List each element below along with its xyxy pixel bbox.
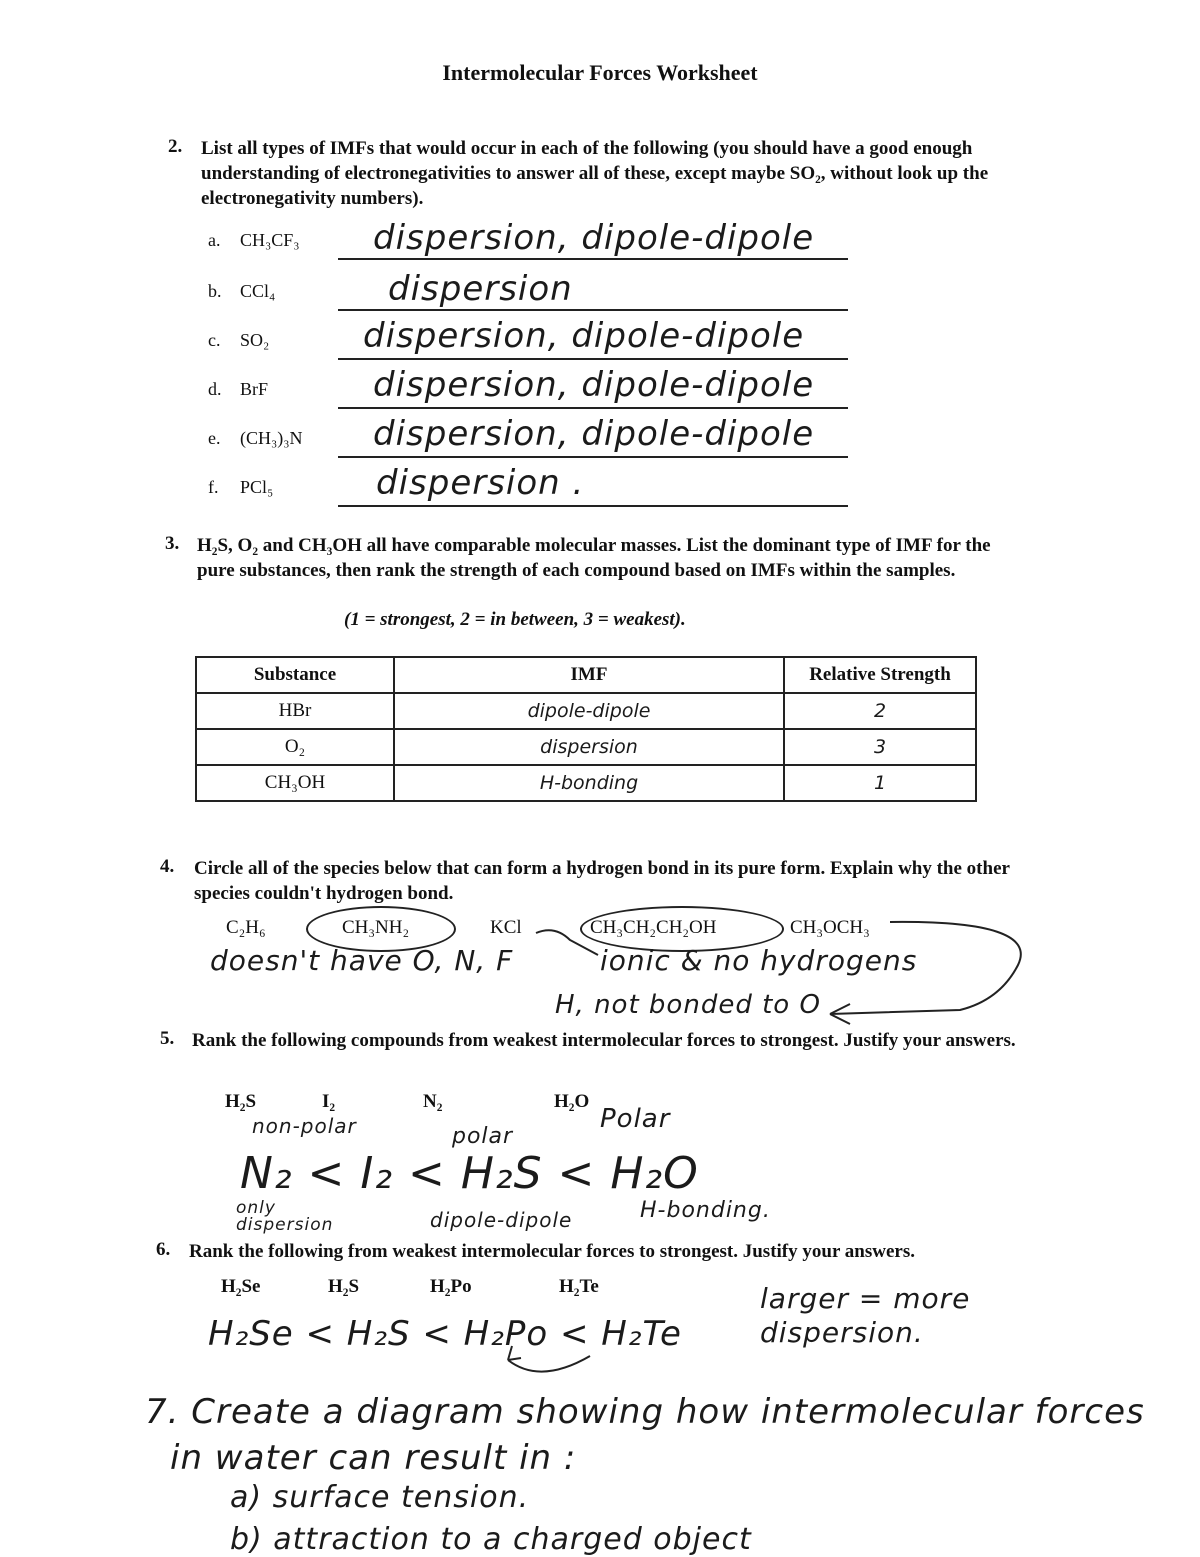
note-kcl: ionic & no hydrogens bbox=[600, 944, 918, 977]
species-ch3nh2: CH₃NH₂ bbox=[342, 917, 410, 938]
item-compound: CH₃CF₃ bbox=[240, 230, 300, 250]
q3-scale: (1 = strongest, 2 = in between, 3 = weakest). bbox=[344, 609, 686, 630]
cell-substance: CH₃OH bbox=[196, 765, 394, 801]
species-c2h6: C₂H₆ bbox=[226, 917, 266, 938]
handwritten-answer: dispersion, dipole-dipole bbox=[373, 365, 815, 405]
q3-text: H₂S, O₂ and CH₃OH all have comparable molecular masses. List the dominant type of IMF for the pure substances, then rank the strength of each compound based on IMFs within the samples. bbox=[197, 535, 991, 581]
justify-hbond: H-bonding. bbox=[640, 1198, 771, 1223]
compound-h2te: H₂Te bbox=[559, 1276, 599, 1297]
item-compound: SO₂ bbox=[240, 330, 270, 350]
q2-text: List all types of IMFs that would occur in each of the following (you should have a good enough understanding of electronegativities to answer all of these, except maybe SO₂, without look up the electronegativity numbers). bbox=[201, 138, 989, 209]
item-compound: (CH₃)₃N bbox=[240, 428, 303, 448]
header-substance: Substance bbox=[196, 657, 394, 693]
item-compound: PCl₅ bbox=[240, 477, 274, 497]
compound-i2: I₂ bbox=[322, 1091, 336, 1112]
q7-line-1: 7. Create a diagram showing how intermolecular forces bbox=[145, 1392, 1145, 1432]
justify-dipole: dipole-dipole bbox=[430, 1208, 573, 1232]
arrow-head bbox=[508, 1346, 521, 1360]
handwritten-answer: dispersion, dipole-dipole bbox=[363, 316, 805, 356]
q6-note: larger = more dispersion. bbox=[760, 1282, 971, 1349]
cell-imf: H-bonding bbox=[394, 765, 784, 801]
item-letter: b. bbox=[208, 281, 222, 301]
q7-line-3: a) surface tension. bbox=[230, 1480, 530, 1515]
compound-h2se: H₂Se bbox=[221, 1276, 261, 1297]
cell-imf: dipole-dipole bbox=[394, 693, 784, 729]
item-letter: d. bbox=[208, 379, 222, 399]
compound-h2s: H₂S bbox=[225, 1091, 257, 1112]
cell-strength: 1 bbox=[784, 765, 976, 801]
compound-n2: N₂ bbox=[423, 1091, 443, 1112]
compound-h2s-q6: H₂S bbox=[328, 1276, 360, 1297]
q6-ranking: H₂Se < H₂S < H₂Po < H₂Te bbox=[208, 1314, 682, 1354]
q4-number: 4. bbox=[160, 856, 175, 877]
cell-strength: 2 bbox=[784, 693, 976, 729]
label-nonpolar: non-polar bbox=[252, 1114, 357, 1138]
q4-text: Circle all of the species below that can form a hydrogen bond in its pure form. Explain why the other species couldn't hydrogen bond. bbox=[194, 858, 1010, 904]
q6-number: 6. bbox=[156, 1239, 171, 1260]
q7-line-4: b) attraction to a charged object bbox=[230, 1522, 752, 1557]
header-imf: IMF bbox=[394, 657, 784, 693]
cell-substance: HBr bbox=[196, 693, 394, 729]
header-strength: Relative Strength bbox=[784, 657, 976, 693]
note-ch3och3: H, not bonded to O bbox=[555, 990, 821, 1020]
handwritten-answer: dispersion, dipole-dipole bbox=[373, 218, 815, 258]
item-letter: f. bbox=[208, 477, 219, 497]
handwritten-answer: dispersion, dipole-dipole bbox=[373, 414, 815, 454]
page-title: Intermolecular Forces Worksheet bbox=[442, 60, 758, 85]
cell-imf: dispersion bbox=[394, 729, 784, 765]
species-propanol: CH₃CH₂CH₂OH bbox=[590, 917, 717, 938]
q2-number: 2. bbox=[168, 136, 183, 157]
species-kcl: KCl bbox=[490, 917, 522, 938]
item-compound: CCl₄ bbox=[240, 281, 276, 301]
q6-text: Rank the following from weakest intermolecular forces to strongest. Justify your answers. bbox=[189, 1241, 915, 1262]
item-letter: a. bbox=[208, 230, 221, 250]
compound-h2po: H₂Po bbox=[430, 1276, 472, 1297]
justify-dispersion: only dispersion bbox=[236, 1198, 334, 1235]
note-c2h6: doesn't have O, N, F bbox=[210, 944, 514, 977]
cell-substance: O₂ bbox=[196, 729, 394, 765]
cell-strength: 3 bbox=[784, 729, 976, 765]
q3-number: 3. bbox=[165, 533, 180, 554]
handwritten-answer: dispersion bbox=[388, 269, 573, 309]
item-compound: BrF bbox=[240, 379, 269, 399]
species-ch3och3: CH₃OCH₃ bbox=[790, 917, 870, 938]
q5-text: Rank the following compounds from weakest intermolecular forces to strongest. Justify your answers. bbox=[192, 1030, 1016, 1051]
compound-h2o: H₂O bbox=[554, 1091, 590, 1112]
handwritten-answer: dispersion . bbox=[376, 463, 585, 503]
item-letter: e. bbox=[208, 428, 221, 448]
q5-ranking: N₂ < I₂ < H₂S < H₂O bbox=[240, 1148, 699, 1199]
q5-number: 5. bbox=[160, 1028, 175, 1049]
item-letter: c. bbox=[208, 330, 221, 350]
q7-line-2: in water can result in : bbox=[170, 1438, 577, 1478]
label-polar-h2o: Polar bbox=[600, 1104, 671, 1134]
label-polar: polar bbox=[452, 1124, 514, 1149]
